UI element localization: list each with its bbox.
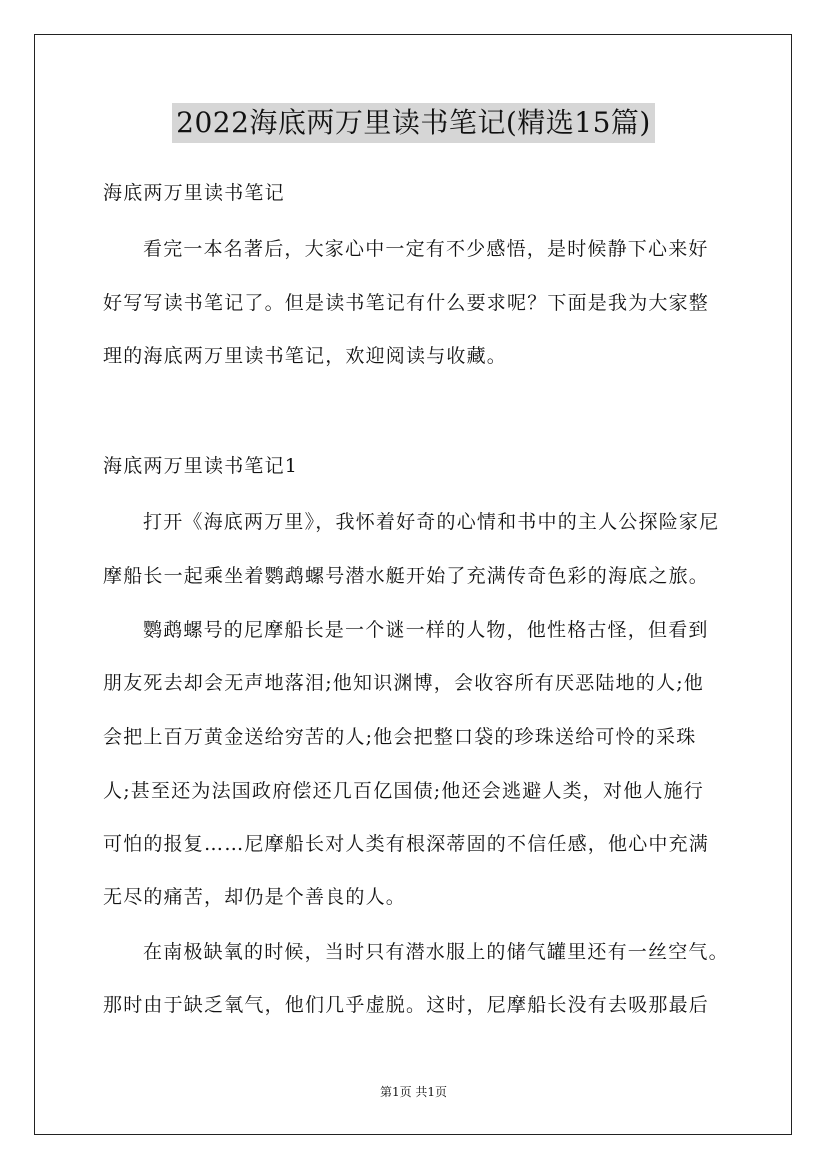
intro-heading: 海底两万里读书笔记: [103, 182, 285, 204]
paragraph-line: 在南极缺氧的时候，当时只有潜水服上的储气罐里还有一丝空气。: [143, 941, 729, 963]
intro-line: 好写写读书笔记了。但是读书笔记有什么要求呢？下面是我为大家整: [103, 292, 710, 314]
section-heading: 海底两万里读书笔记1: [103, 455, 299, 477]
intro-line: 看完一本名著后，大家心中一定有不少感悟，是时候静下心来好: [143, 238, 709, 260]
paragraph-line: 无尽的痛苦，却仍是个善良的人。: [103, 886, 407, 908]
document-title: 2022海底两万里读书笔记(精选15篇): [172, 103, 655, 143]
intro-line: 理的海底两万里读书笔记，欢迎阅读与收藏。: [103, 345, 508, 367]
paragraph-line: 鹦鹉螺号的尼摩船长是一个谜一样的人物，他性格古怪，但看到: [143, 619, 709, 641]
page-number: 第1页 共1页: [379, 1085, 448, 1099]
paragraph-line: 打开《海底两万里》，我怀着好奇的心情和书中的主人公探险家尼: [143, 511, 720, 533]
paragraph-line: 摩船长一起乘坐着鹦鹉螺号潜水艇开始了充满传奇色彩的海底之旅。: [103, 565, 710, 587]
title-container: [0, 103, 827, 143]
paragraph-line: 人;甚至还为法国政府偿还几百亿国债;他还会逃避人类，对他人施行: [103, 780, 705, 802]
paragraph-line: 会把上百万黄金送给穷苦的人;他会把整口袋的珍珠送给可怜的采珠: [103, 726, 697, 748]
paragraph-line: 那时由于缺乏氧气，他们几乎虚脱。这时，尼摩船长没有去吸那最后: [103, 994, 710, 1016]
paragraph-line: 朋友死去却会无声地落泪;他知识渊博，会收容所有厌恶陆地的人;他: [103, 672, 705, 694]
paragraph-line: 可怕的报复……尼摩船长对人类有根深蒂固的不信任感，他心中充满: [103, 833, 710, 855]
